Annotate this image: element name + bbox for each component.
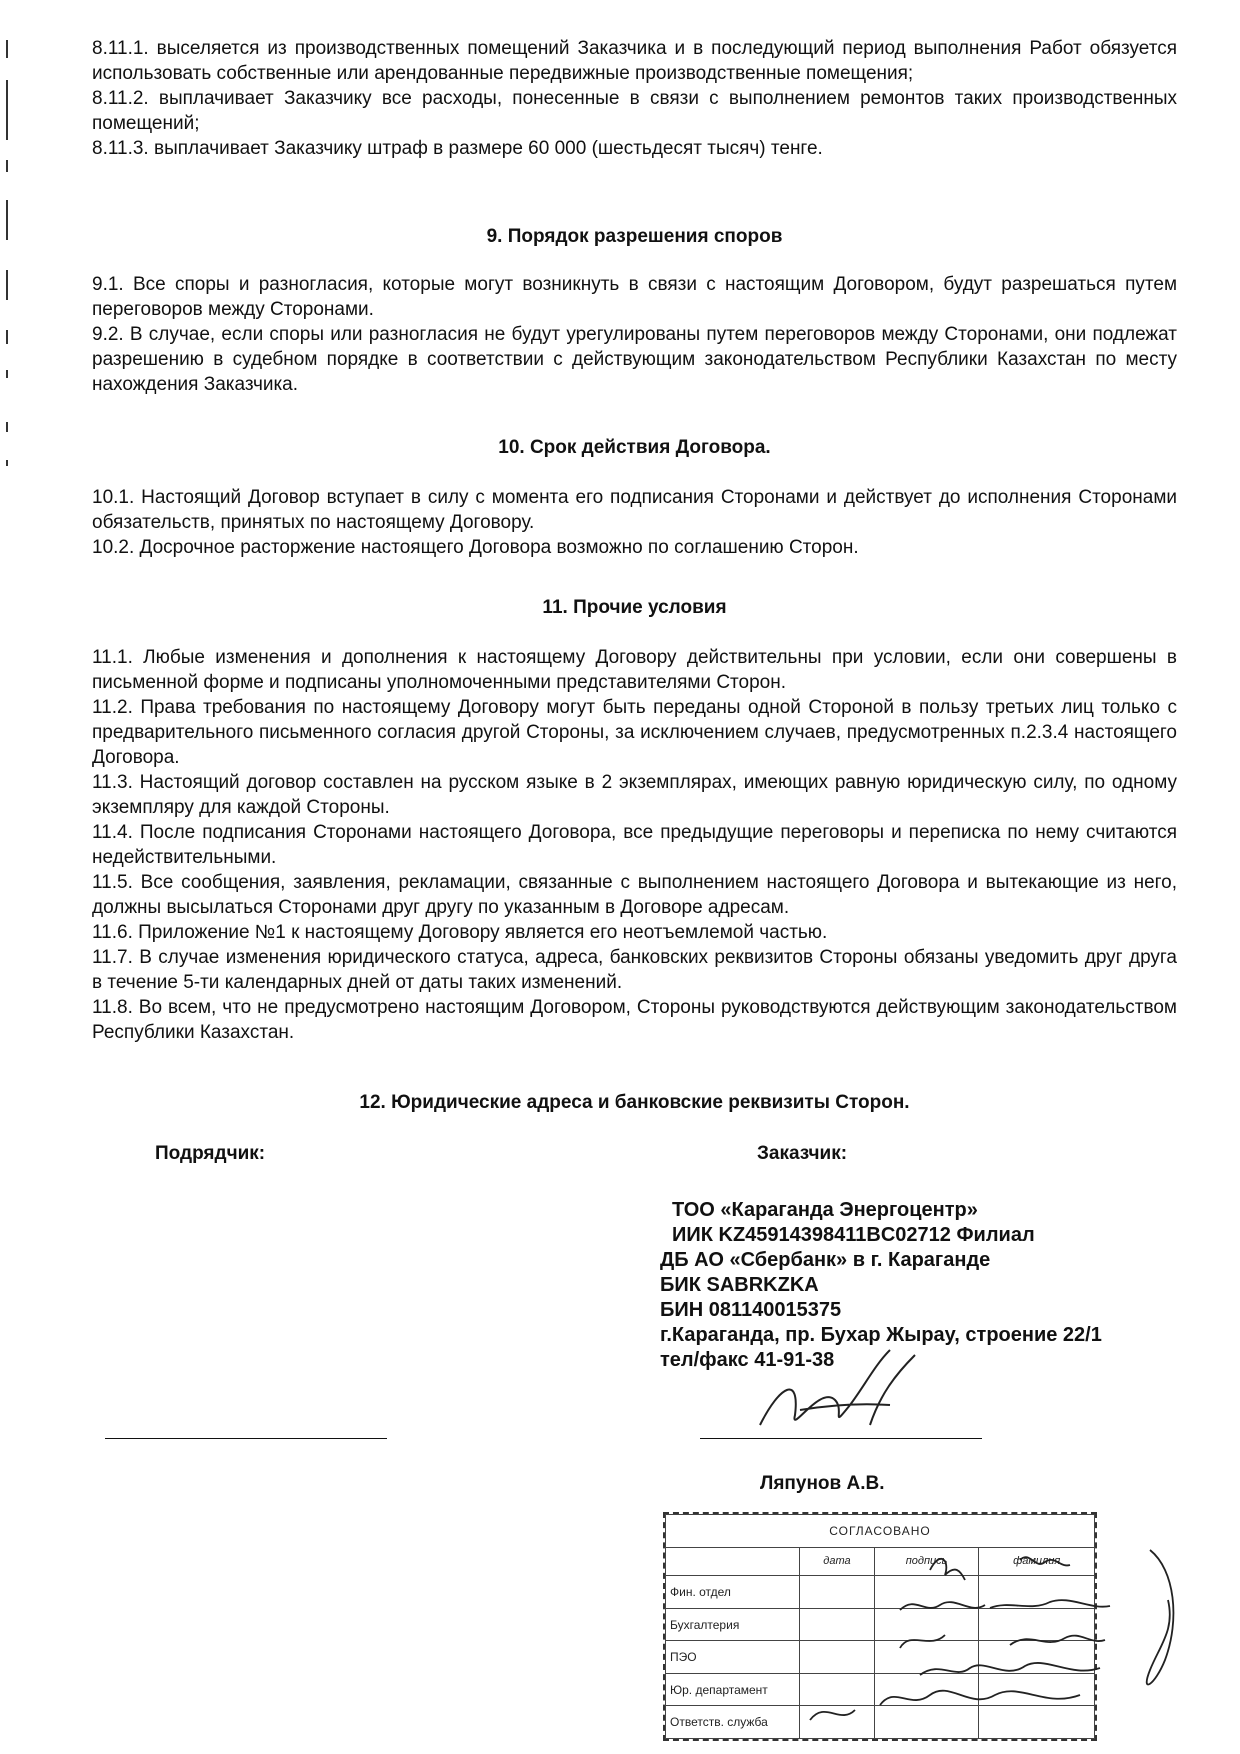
section-11-heading: 11. Прочие условия: [542, 597, 727, 618]
row-label-legal: Юр. департамент: [666, 1673, 800, 1706]
approval-title: СОГЛАСОВАНО: [666, 1515, 1095, 1548]
section-11-body: [92, 645, 1177, 1045]
customer-bin: БИН 081140015375: [660, 1299, 842, 1321]
clause-8-11-2: 8.11.2. выплачивает Заказчику все расходы, понесенные в связи с выполнением ремонтов таких производственных помещений;: [92, 88, 1177, 134]
clause-11-4: 11.4. После подписания Сторонами настоящего Договора, все предыдущие переговоры и переписка по нему считаются недействительными.: [92, 822, 1177, 868]
customer-phone: тел/факс 41-91-38: [660, 1349, 835, 1371]
clause-8-11-3: 8.11.3. выплачивает Заказчику штраф в размере 60 000 (шестьдесят тысяч) тенге.: [92, 138, 823, 159]
customer-company: ТОО «Караганда Энергоцентр»: [672, 1199, 978, 1221]
clause-11-3: 11.3. Настоящий договор составлен на русском языке в 2 экземплярах, имеющих равную юридическую силу, по одному экземпляру для каждой Стороны.: [92, 772, 1177, 818]
column-date: дата: [800, 1547, 875, 1576]
row-label-fin: Фин. отдел: [666, 1576, 800, 1609]
approval-signatures: [780, 1540, 1190, 1740]
row-label-peo: ПЭО: [666, 1641, 800, 1674]
customer-iik: ИИК KZ45914398411BC02712 Филиал: [672, 1224, 1035, 1246]
contractor-label: Подрядчик:: [155, 1143, 266, 1164]
row-label-accounting: Бухгалтерия: [666, 1608, 800, 1641]
customer-bik: БИК SABRKZKA: [660, 1274, 819, 1296]
customer-signer-name: Ляпунов А.В.: [760, 1473, 885, 1494]
section-12-heading: 12. Юридические адреса и банковские реквизиты Сторон.: [359, 1092, 910, 1113]
row-label-responsible: Ответств. служба: [666, 1706, 800, 1739]
scan-margin-marks: [2, 30, 16, 500]
clause-11-1: 11.1. Любые изменения и дополнения к настоящему Договору действительны при условии, если они совершены в письменной форме и подписаны уполномоченными представителями Сторон.: [92, 647, 1177, 693]
clause-11-8: 11.8. Во всем, что не предусмотрено настоящим Договором, Стороны руководствуются действующим законодательством Республики Казахстан.: [92, 997, 1177, 1043]
customer-label: Заказчик:: [757, 1143, 848, 1164]
section-9-heading: 9. Порядок разрешения споров: [486, 226, 783, 247]
clause-11-6: 11.6. Приложение №1 к настоящему Договору является его неотъемлемой частью.: [92, 922, 828, 943]
clause-10-2: 10.2. Досрочное расторжение настоящего Договора возможно по соглашению Сторон.: [92, 537, 859, 558]
clause-11-5: 11.5. Все сообщения, заявления, рекламации, связанные с выполнением настоящего Договора и вытекающие из него, должны высылаться Сторонами друг другу по указанным в Договоре адресам.: [92, 872, 1177, 918]
customer-bank: ДБ АО «Сбербанк» в г. Караганде: [660, 1249, 991, 1271]
section-10-body: [92, 485, 1177, 560]
clause-10-1: 10.1. Настоящий Договор вступает в силу с момента его подписания Сторонами и действует до исполнения Сторонами обязательств, принятых по настоящему Договору.: [92, 487, 1177, 533]
clause-9-2: 9.2. В случае, если споры или разногласия не будут урегулированы путем переговоров между Сторонами, они подлежат разрешению в судебном порядке в соответствии с действующим законодательством Республики Казахстан по месту нахождения Заказчика.: [92, 324, 1177, 395]
clause-11-2: 11.2. Права требования по настоящему Договору могут быть переданы одной Стороной в пользу третьих лиц только с предварительного письменного согласия другой Стороны, за исключением случаев, предусмотренных п.2.3.4 настоящего Договора.: [92, 697, 1177, 768]
section-9-body: [92, 272, 1177, 397]
contractor-signature-line: [105, 1438, 387, 1439]
column-surname: фамилия: [979, 1547, 1095, 1576]
customer-signature: [740, 1345, 940, 1440]
clause-9-1: 9.1. Все споры и разногласия, которые могут возникнуть в связи с настоящим Договором, будут разрешаться путем переговоров между Сторонами.: [92, 274, 1177, 320]
column-signature: подпись: [874, 1547, 978, 1576]
customer-address: г.Караганда, пр. Бухар Жырау, строение 22/1: [660, 1324, 1102, 1346]
clause-11-7: 11.7. В случае изменения юридического статуса, адреса, банковских реквизитов Стороны обязаны уведомить друг друга в течение 5-ти календарных дней от даты таких изменений.: [92, 947, 1177, 993]
clause-8-11-1: 8.11.1. выселяется из производственных помещений Заказчика и в последующий период выполнения Работ обязуется использовать собственные или арендованные передвижные производственные помещения;: [92, 38, 1177, 84]
section-10-heading: 10. Срок действия Договора.: [498, 437, 771, 458]
section-8-body: [92, 36, 1177, 161]
